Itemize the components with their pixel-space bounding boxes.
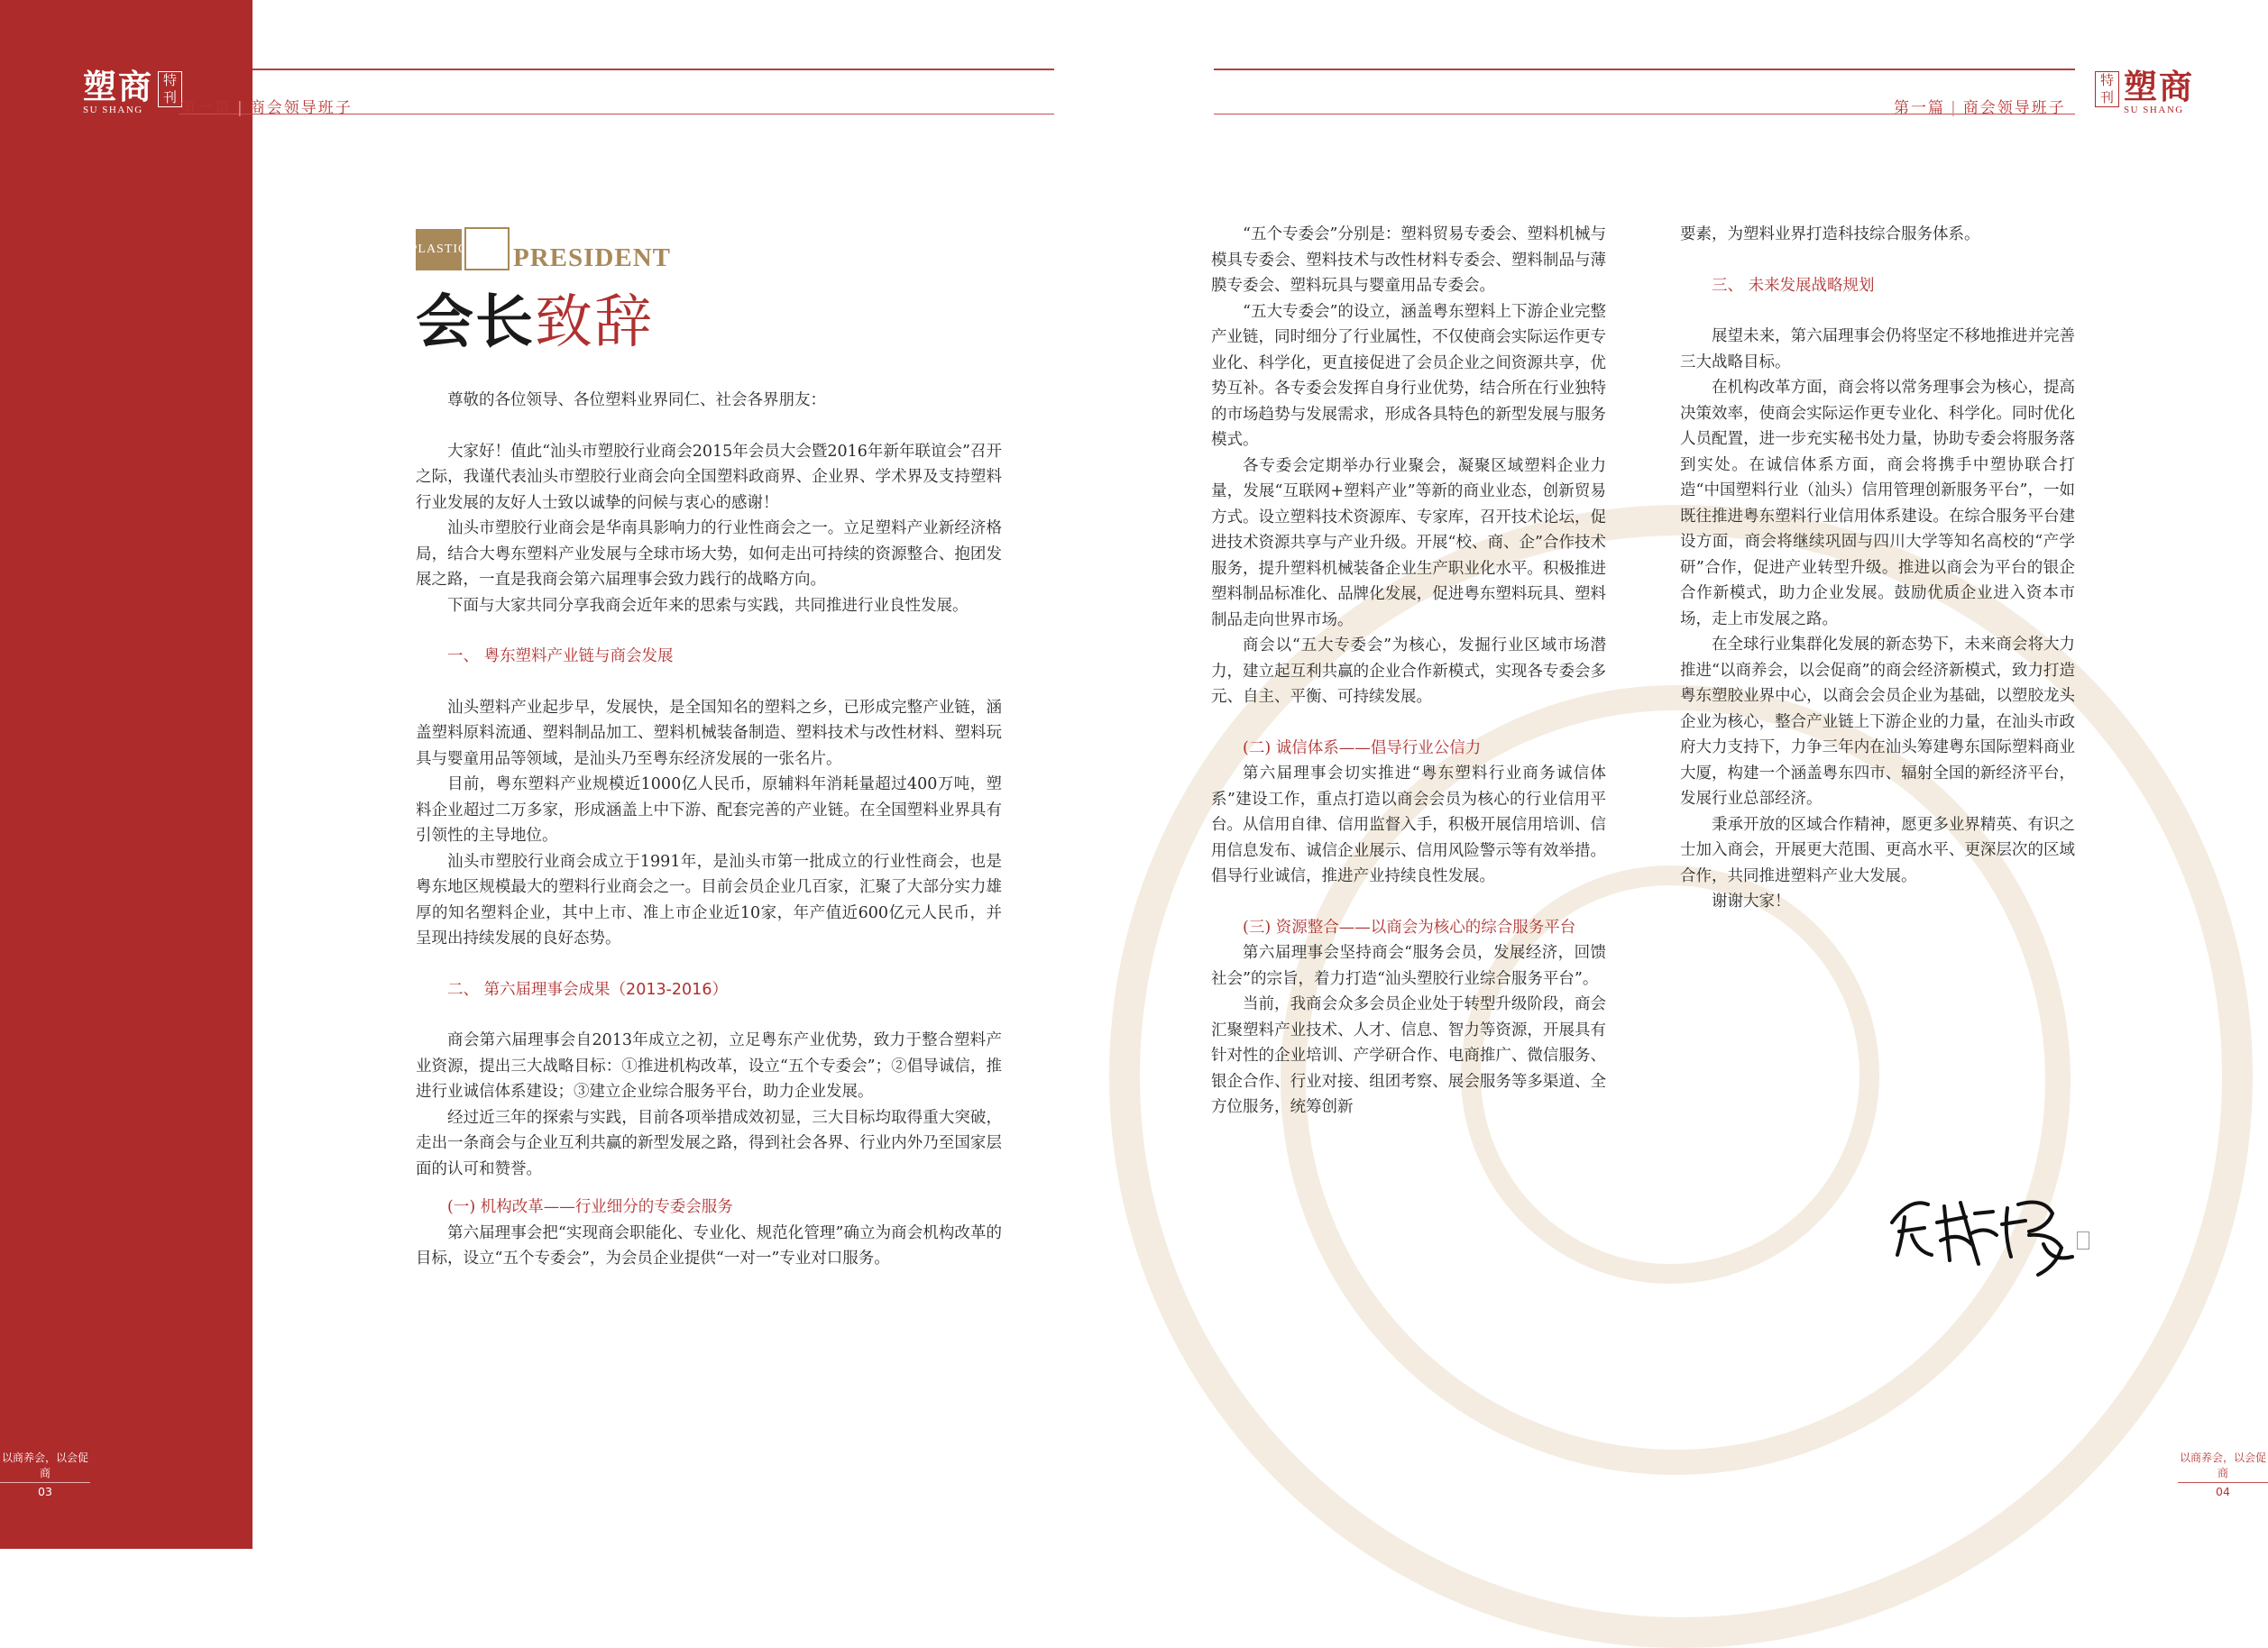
paragraph: 汕头塑料产业起步早，发展快，是全国知名的塑料之乡，已形成完整产业链，涵盖塑料原料流通、塑料制品加工、塑料机械装备制造、塑料技术与改性材料、塑料玩具与婴童用品等领域，是汕头乃至粤东经济发展的一张名片。 <box>416 698 1002 768</box>
paragraph: 第六届理事会切实推进“粤东塑料行业商务诚信体系”建设工作，重点打造以商会会员为核心的行业信用平台。从信用自律、信用监督入手，积极开展信用培训、信用信息发布、诚信企业展示、信用风险警示等有效举措。倡导行业诚信，推进产业持续良性发展。 <box>1211 764 1606 885</box>
section-title-right: 商会领导班子 <box>1962 99 2066 117</box>
paragraph: 在全球行业集群化发展的新态势下，未来商会将大力推进“以商养会，以会促商”的商会经济新模式，致力打造粤东塑胶业界中心，以商会会员企业为基础，以塑胶龙头企业为核心，整合产业链上下游企业的力量，在汕头市政府大力支持下，力争三年内在汕头筹建粤东国际塑料商业大厦，构建一个涵盖粤东四市、辐射全国的新经济平台，发展行业总部经济。 <box>1680 636 2075 808</box>
header-rule-top-left <box>253 69 1054 70</box>
greeting: 尊敬的各位领导、各位塑料业界同仁、社会各界朋友： <box>447 391 826 409</box>
footer-slogan: 以商养会，以会促商 <box>1 1451 88 1479</box>
section-heading <box>416 977 1002 1003</box>
page-number-right: 04 <box>2216 1485 2230 1498</box>
brand-name-cn: 塑商 <box>83 67 153 106</box>
footer-slogan-right: 以商养会，以会促商 <box>2179 1451 2266 1479</box>
running-header-left: 第一篇 | 商会领导班子 <box>180 99 353 117</box>
paragraph: 商会以“五大专委会”为核心，发掘行业区域市场潜力，建立起互利共赢的企业合作新模式，实现各专委会多元、自主、平衡、可持续发展。 <box>1211 636 1606 706</box>
brand-name-cn-right: 塑商 <box>2124 67 2194 106</box>
paragraph: 各专委会定期举办行业聚会，凝聚区域塑料企业力量，发展“互联网+塑料产业”等新的商业业态，创新贸易方式。设立塑料技术资源库、专家库，召开技术论坛，促进技术资源共享与产业升级。开展“校、商、企”合作技术服务，提升塑料机械装备企业生产职业化水平。积极推进塑料制品标准化、品牌化发展，促进粤东塑料玩具、塑料制品走向世界市场。 <box>1211 456 1606 629</box>
section-label: 第一篇 <box>180 99 232 117</box>
paragraph: 当前，我商会众多会员企业处于转型升级阶段，商会汇聚塑料产业技术、人才、信息、智力等资源，开展具有针对性的企业培训、产学研合作、电商推广、微信服务、银企合作、行业对接、组团考察、展会服务等多渠道、全方位服务，统筹创新 <box>1211 995 1606 1116</box>
running-header-right: 第一篇 | 商会领导班子 <box>1894 99 2066 117</box>
page-title <box>416 290 654 355</box>
paragraph: 下面与大家共同分享我商会近年来的思索与实践，共同推进行业良性发展。 <box>447 596 969 615</box>
president-label: PRESIDENT <box>513 243 671 272</box>
paragraph: 经过近三年的探索与实践，目前各项举措成效初显，三大目标均取得重大突破，走出一条商会与企业互利共赢的新型发展之路，得到社会各界、行业内外乃至国家层面的认可和赞誉。 <box>416 1108 1002 1178</box>
paragraph: “五大专委会”的设立，涵盖粤东塑料上下游企业完整产业链，同时细分了行业属性，不仅使商会实际运作更专业化、科学化，更直接促进了会员企业之间资源共享，优势互补。各专委会发挥自身行业优势，结合所在行业独特的市场趋势与发展需求，形成各具特色的新型发展与服务模式。 <box>1211 302 1606 449</box>
footer-left <box>0 1450 90 1498</box>
footer-right <box>2178 1450 2268 1498</box>
right-column <box>1680 222 2075 915</box>
page-number-left: 03 <box>38 1485 52 1498</box>
left-column <box>416 388 1002 1272</box>
section-heading-main: 二、 第六届理事会成果 <box>447 980 611 999</box>
section-heading-years: （2013-2016） <box>610 980 728 999</box>
plastic-outline-box <box>464 227 510 270</box>
section-heading: 一、 粤东塑料产业链与商会发展 <box>447 647 674 665</box>
brand-name-en: SU SHANG <box>83 105 143 115</box>
section-heading: 三、 未来发展战略规划 <box>1712 276 1875 295</box>
paragraph: 在机构改革方面，商会将以常务理事会为核心，提高决策效率，使商会实际运作更专业化、科学化。同时优化人员配置，进一步充实秘书处力量，协助专委会将服务落到实处。在诚信体系方面，商会将携手中塑协联合打造“中国塑料行业（汕头）信用管理创新服务平台”，一如既往推进粤东塑料行业信用体系建设。在综合服务平台建设方面，商会将继续巩固与四川大学等知名高校的“产学研”合作，促进产业转型升级。推进以商会为平台的银企合作新模式，助力企业发展。鼓励优质企业进入资本市场，走上市发展之路。 <box>1680 379 2075 628</box>
handwritten-signature <box>1885 1181 2088 1280</box>
brand-name-en-right: SU SHANG <box>2124 105 2184 115</box>
subsection-heading: (三) 资源整合——以商会为核心的综合服务平台 <box>1243 918 1576 937</box>
plastic-tag: PLASTIC <box>416 229 462 270</box>
subsection-heading: (一) 机构改革——行业细分的专委会服务 <box>447 1198 733 1216</box>
name-seal-stamp <box>2077 1231 2089 1250</box>
paragraph: 要素，为塑料业界打造科技综合服务体系。 <box>1680 225 1980 243</box>
middle-column <box>1211 222 1606 1121</box>
section-label-right: 第一篇 <box>1894 99 1945 117</box>
special-issue-tag-right: 特刊 <box>2095 71 2119 107</box>
title-part-2: 致辞 <box>535 289 654 356</box>
paragraph: 第六届理事会坚持商会“服务会员，发展经济，回馈社会”的宗旨，着力打造“汕头塑胶行业综合服务平台”。 <box>1211 944 1606 988</box>
president-badge <box>409 227 671 272</box>
footer-rule-right <box>2178 1482 2268 1483</box>
paragraph: “五个专委会”分别是：塑料贸易专委会、塑料机械与模具专委会、塑料技术与改性材料专委会、塑料制品与薄膜专委会、塑料玩具与婴童用品专委会。 <box>1211 225 1606 295</box>
brand-logo-right <box>2095 69 2194 115</box>
left-red-sidebar <box>0 0 253 1549</box>
closing-thanks: 谢谢大家！ <box>1712 893 1791 911</box>
section-title: 商会领导班子 <box>249 99 353 117</box>
special-issue-tag: 特刊 <box>158 71 182 107</box>
paragraph: 汕头市塑胶行业商会成立于1991年，是汕头市第一批成立的行业性商会，也是粤东地区规模最大的塑料行业商会之一。目前会员企业几百家，汇聚了大部分实力雄厚的知名塑料企业，其中上市、准上市企业近10家，年产值近600亿元人民币，并呈现出持续发展的良好态势。 <box>416 852 1002 948</box>
brand-logo-left <box>83 69 182 115</box>
paragraph: 商会第六届理事会自2013年成立之初，立足粤东产业优势，致力于整合塑料产业资源，提出三大战略目标：①推进机构改革，设立“五个专委会”；②倡导诚信，推进行业诚信体系建设；③建立企业综合服务平台，助力企业发展。 <box>416 1031 1002 1101</box>
paragraph: 展望未来，第六届理事会仍将坚定不移地推进并完善三大战略目标。 <box>1680 327 2075 371</box>
paragraph: 大家好！值此“汕头市塑胶行业商会2015年会员大会暨2016年新年联谊会”召开之际，我谨代表汕头市塑胶行业商会向全国塑料政商界、企业界、学术界及支持塑料行业发展的友好人士致以诚挚的问候与衷心的感谢！ <box>416 442 1002 512</box>
header-rule-top-right <box>1214 69 2075 70</box>
paragraph: 第六届理事会把“实现商会职能化、专业化、规范化管理”确立为商会机构改革的目标，设立“五个专委会”，为会员企业提供“一对一”专业对口服务。 <box>416 1223 1002 1268</box>
footer-rule <box>0 1482 90 1483</box>
paragraph: 汕头市塑胶行业商会是华南具影响力的行业性商会之一。立足塑料产业新经济格局，结合大粤东塑料产业发展与全球市场大势，如何走出可持续的资源整合、抱团发展之路，一直是我商会第六届理事会致力践行的战略方向。 <box>416 519 1002 589</box>
subsection-heading: (二) 诚信体系——倡导行业公信力 <box>1243 738 1482 757</box>
title-part-1: 会长 <box>416 288 535 356</box>
paragraph: 目前，粤东塑料产业规模近1000亿人民币，原辅料年消耗量超过400万吨，塑料企业超过二万多家，形成涵盖上中下游、配套完善的产业链。在全国塑料业界具有引领性的主导地位。 <box>416 775 1002 845</box>
paragraph: 秉承开放的区域合作精神，愿更多业界精英、有识之士加入商会，开展更大范围、更高水平、更深层次的区域合作，共同推进塑料产业大发展。 <box>1680 815 2075 885</box>
